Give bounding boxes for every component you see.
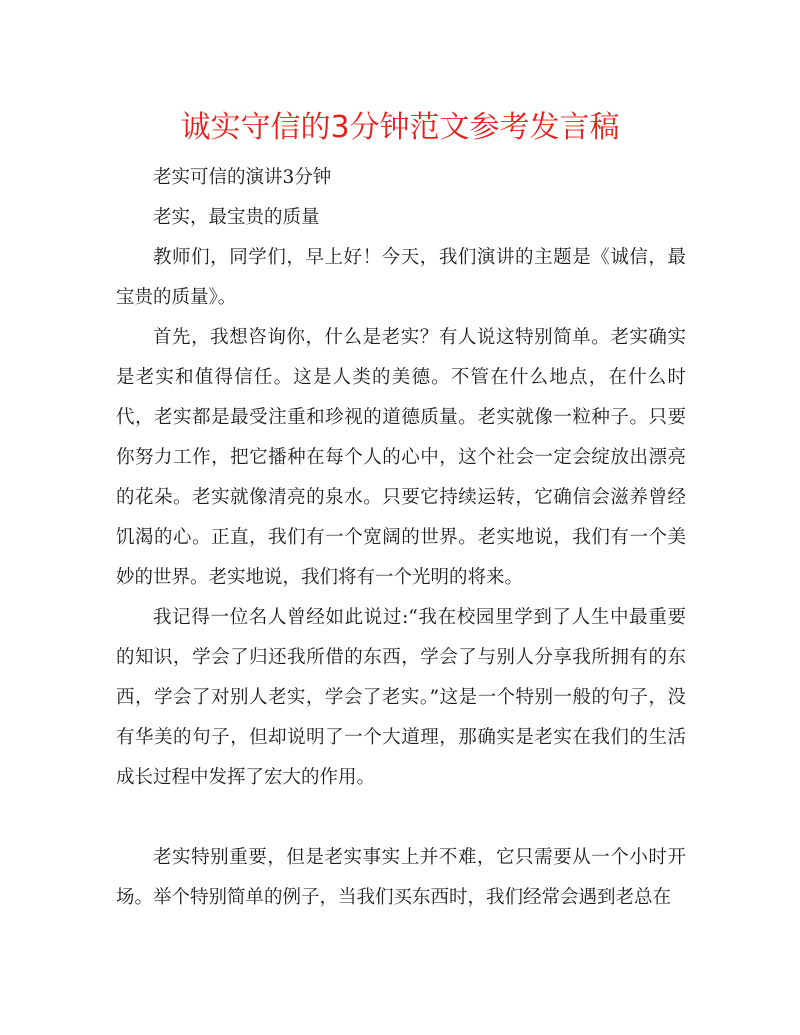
paragraph-subtitle: 老实，最宝贵的质量 <box>153 207 320 228</box>
paragraph-speech-heading: 老实可信的演讲3分钟 <box>153 167 332 188</box>
paragraph-importance: 老实特别重要，但是老实事实上并不难，它只需要从一个小时开场。举个特别简单的例子，当我们买东西时，我们经常会遇到老总在 <box>116 847 686 908</box>
paragraph-spacer <box>116 798 686 838</box>
paragraph-quote: 我记得一位名人曾经如此说过:“我在校园里学到了人生中最重要的知识，学会了归还我所借的东西，学会了与别人分享我所拥有的东西，学会了对别人老实，学会了老实。”这是一个特别一般的句子，没有华美的句子，但却说明了一个大道理，那确实是老实在我们的生活成长过程中发挥了宏大的作用。 <box>116 607 686 788</box>
document-title: 诚实守信的3分钟范文参考发言稿 <box>180 110 620 145</box>
document-body <box>116 158 686 918</box>
paragraph-what-is-honesty: 首先，我想咨询你，什么是老实？有人说这特别简单。老实确实是老实和值得信任。这是人类的美德。不管在什么地点，在什么时代，老实都是最受注重和珍视的道德质量。老实就像一粒种子。只要你努力工作，把它播种在每个人的心中，这个社会一定会绽放出漂亮的花朵。老实就像清亮的泉水。只要它持续运转，它确信会滋养曾经饥渴的心。正直，我们有一个宽阔的世界。老实地说，我们有一个美妙的世界。老实地说，我们将有一个光明的将来。 <box>116 327 686 588</box>
paragraph-greeting: 教师们，同学们，早上好！今天，我们演讲的主题是《诚信，最宝贵的质量》。 <box>116 247 686 308</box>
